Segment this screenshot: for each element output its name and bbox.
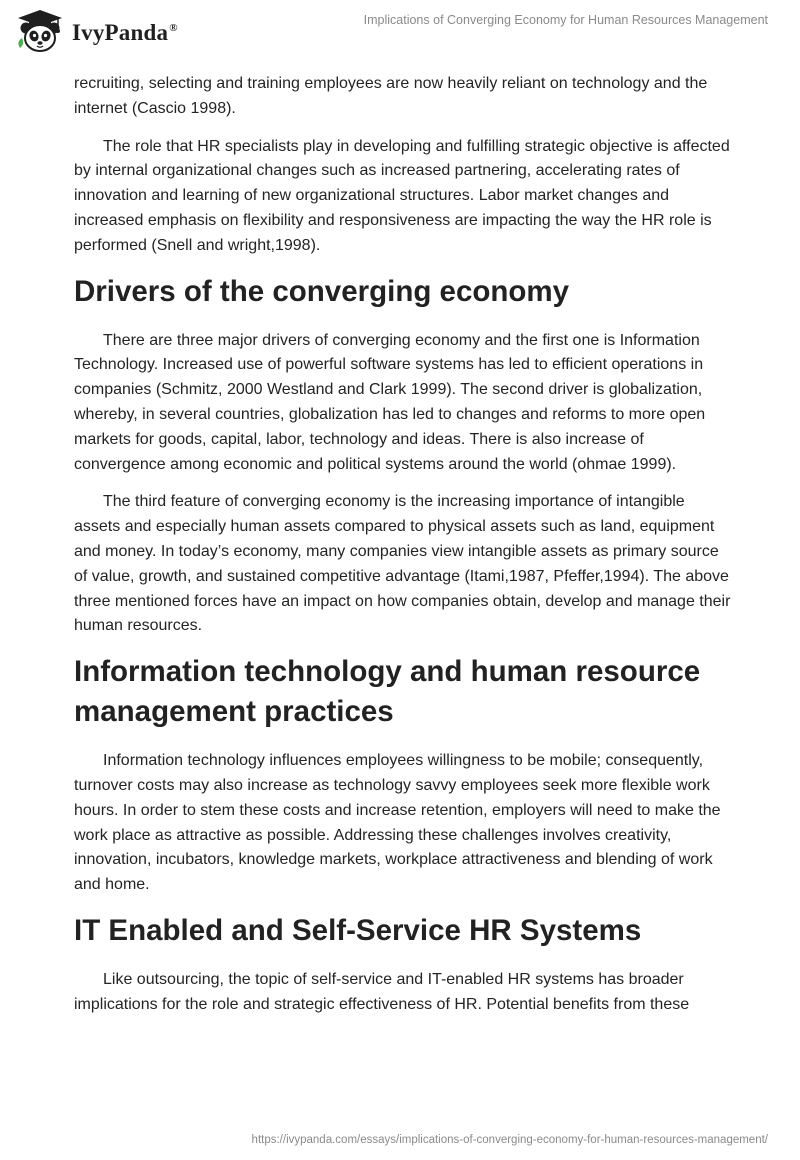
logo-text xyxy=(72,20,178,46)
paragraph: Like outsourcing, the topic of self-service and IT-enabled HR systems has broader implications for the role and strategic effectiveness of HR. Potential benefits from these xyxy=(74,970,690,1013)
registered-mark: ® xyxy=(169,22,178,35)
document-title: Implications of Converging Economy for Human Resources Management xyxy=(363,13,768,27)
paragraph: Information technology influences employees willingness to be mobile; consequently, turnover costs may also increase as technology savvy employees seek more flexible work hours. In order to stem these costs and increase retention, employers will need to make the work place as attractive as possible. Addressing these challenges involves creativity, innovation, incubators, knowledge markets, workplace attractiveness and blending of work and home. xyxy=(74,752,721,894)
essay-body xyxy=(74,72,734,1031)
ivypanda-logo[interactable] xyxy=(14,8,178,54)
page-header xyxy=(0,0,800,60)
paragraph: There are three major drivers of converging economy and the first one is Information Technology. Increased use of powerful software systems has led to efficient operations in companies (Schmitz, 2000 Westland and Clark 1999). The second driver is globalization, whereby, in several countries, globalization has led to changes and reforms to more open markets for goods, capital, labor, technology and ideas. There is also increase of convergence among economic and political systems around the world (ohmae 1999). xyxy=(74,331,706,473)
section-heading: Drivers of the converging economy xyxy=(74,274,570,308)
paragraph: The third feature of converging economy is the increasing importance of intangible assets and especially human assets compared to physical assets such as land, equipment and money. In today’s economy, many companies view intangible assets as primary source of value, growth, and sustained competitive advantage (Itami,1987, Pfeffer,1994). The above three mentioned forces have an impact on how companies obtain, develop and manage their human resources. xyxy=(74,493,731,635)
paragraph: The role that HR specialists play in developing and fulfilling strategic objective is affected by internal organizational changes such as increased partnering, accelerating rates of innovation and learning of new organizational structures. Labor market changes and increased emphasis on flexibility and responsiveness are impacting the way the HR role is performed (Snell and wright,1998). xyxy=(74,137,730,254)
logo-name: IvyPanda xyxy=(72,20,169,45)
paragraph: recruiting, selecting and training employees are now heavily reliant on technology and the internet (Cascio 1998). xyxy=(74,75,708,117)
section-heading: Information technology and human resource management practices xyxy=(74,655,701,729)
section-heading: IT Enabled and Self-Service HR Systems xyxy=(74,913,642,947)
panda-graduate-icon xyxy=(14,8,66,54)
source-url[interactable]: https://ivypanda.com/essays/implications-of-converging-economy-for-human-resources-management/ xyxy=(251,1134,768,1146)
